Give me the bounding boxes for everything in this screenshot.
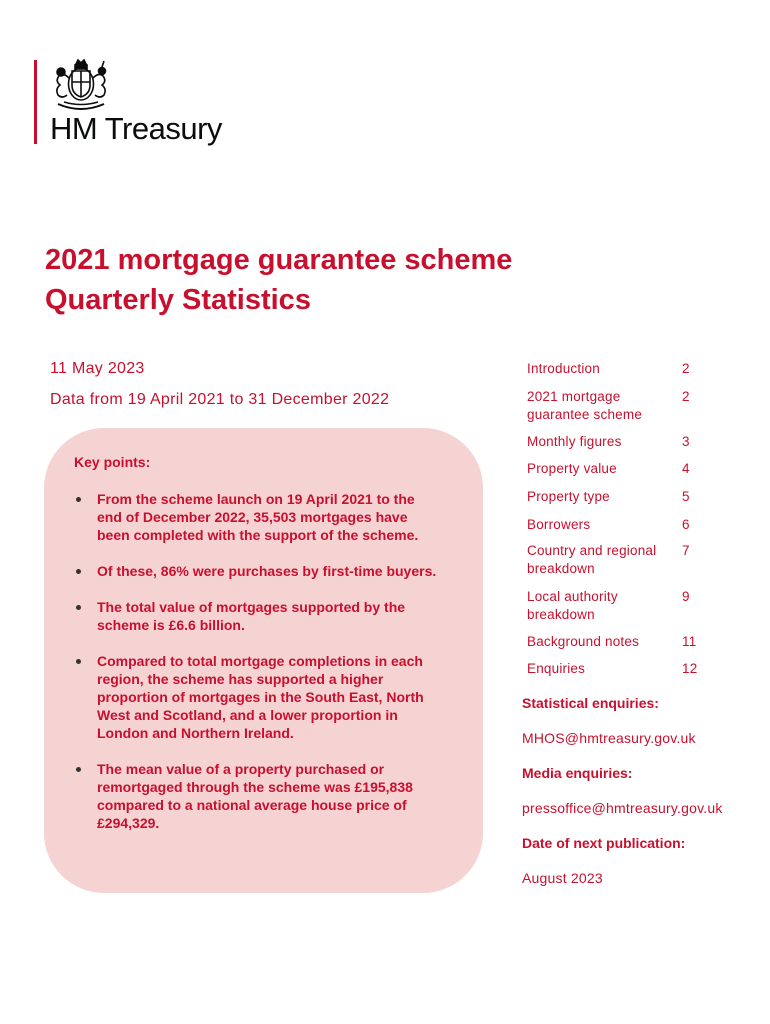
document-title <box>45 240 605 320</box>
logo-bar <box>34 60 37 144</box>
toc-label: Property value <box>527 461 617 476</box>
toc-page-number: 7 <box>682 543 690 558</box>
toc-page-number: 4 <box>682 461 690 476</box>
toc-label: Property type <box>527 489 610 504</box>
media-enquiries-heading: Media enquiries: <box>522 765 633 781</box>
key-point-item: The mean value of a property purchased or remortgaged through the scheme was £195,838 compared to a national average house price of £294,329. <box>74 760 443 832</box>
toc-label: 2021 mortgage guarantee scheme <box>527 389 643 422</box>
toc-page-number: 11 <box>682 634 697 649</box>
organisation-name: HM Treasury <box>50 111 222 146</box>
toc-page-number: 5 <box>682 489 690 504</box>
title-line-1: 2021 mortgage guarantee scheme <box>45 244 513 276</box>
key-point-item: From the scheme launch on 19 April 2021 to the end of December 2022, 35,503 mortgages have been completed with the support of the scheme. <box>74 490 443 544</box>
toc-item-property-value[interactable] <box>527 460 690 478</box>
key-point-item: Of these, 86% were purchases by first-time buyers. <box>74 562 443 580</box>
key-points-list <box>74 490 443 832</box>
toc-label: Country and regional breakdown <box>527 543 657 576</box>
toc-item-enquiries[interactable] <box>527 660 698 678</box>
statistical-enquiries-email[interactable]: MHOS@hmtreasury.gov.uk <box>522 730 696 746</box>
toc-item-regional-breakdown[interactable] <box>527 542 690 578</box>
toc-page-number: 12 <box>682 661 698 676</box>
toc-item-borrowers[interactable] <box>527 516 690 534</box>
toc-page-number: 6 <box>682 517 690 532</box>
publication-date: 11 May 2023 <box>50 360 145 377</box>
toc-label: Introduction <box>527 361 600 376</box>
toc-label: Local authority breakdown <box>527 589 618 622</box>
toc-label: Background notes <box>527 634 640 649</box>
key-point-item: The total value of mortgages supported by the scheme is £6.6 billion. <box>74 598 443 634</box>
next-publication-heading: Date of next publication: <box>522 835 686 851</box>
toc-item-monthly-figures[interactable] <box>527 433 690 451</box>
toc-label: Monthly figures <box>527 434 622 449</box>
toc-page-number: 3 <box>682 434 690 449</box>
toc-item-introduction[interactable] <box>527 360 690 378</box>
next-publication-date: August 2023 <box>522 870 603 886</box>
data-range: Data from 19 April 2021 to 31 December 2022 <box>50 391 390 408</box>
toc-page-number: 2 <box>682 361 690 376</box>
toc-label: Borrowers <box>527 517 591 532</box>
media-enquiries-email[interactable]: pressoffice@hmtreasury.gov.uk <box>522 800 723 816</box>
toc-item-scheme[interactable] <box>527 388 690 424</box>
key-points-panel <box>44 428 483 893</box>
toc-label: Enquiries <box>527 661 586 676</box>
toc-page-number: 9 <box>682 589 690 604</box>
title-line-2: Quarterly Statistics <box>45 284 311 316</box>
toc-page-number: 2 <box>682 389 690 404</box>
key-point-item: Compared to total mortgage completions in each region, the scheme has supported a higher proportion of mortgages in the South East, North West and Scotland, and a lower proportion in London and Northern Ireland. <box>74 652 443 742</box>
royal-coat-of-arms-icon <box>50 58 112 114</box>
toc-item-local-authority[interactable] <box>527 588 690 624</box>
toc-item-property-type[interactable] <box>527 488 690 506</box>
statistical-enquiries-heading: Statistical enquiries: <box>522 695 659 711</box>
toc-item-background-notes[interactable] <box>527 633 697 651</box>
key-points-heading: Key points: <box>74 454 151 470</box>
